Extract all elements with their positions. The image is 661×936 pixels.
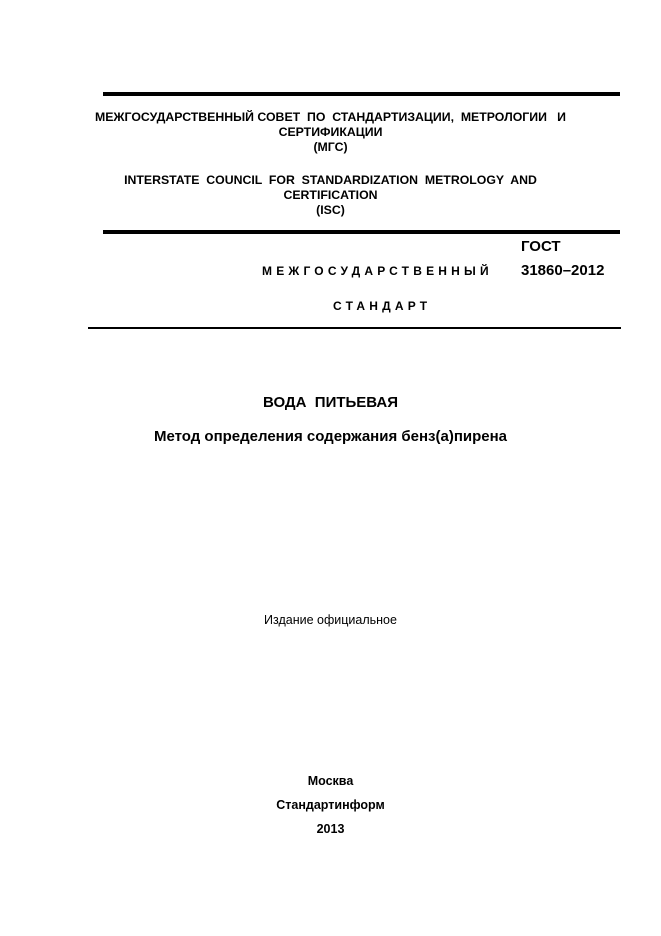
bottom-rule bbox=[88, 327, 621, 329]
middle-rule bbox=[103, 230, 620, 234]
document-subtitle: Метод определения содержания бенз(а)пирена bbox=[153, 428, 508, 445]
council-ru-abbr: (МГС) bbox=[313, 140, 348, 154]
council-en-abbr: (ISC) bbox=[316, 203, 345, 217]
standard-word-standard: СТАНДАРТ bbox=[333, 299, 432, 313]
imprint-year: 2013 bbox=[316, 822, 345, 836]
council-en-line2: CERTIFICATION bbox=[283, 188, 378, 202]
council-en bbox=[0, 173, 661, 218]
council-en-line1: INTERSTATE COUNCIL FOR STANDARDIZATION METROLOGY AND bbox=[124, 173, 537, 187]
top-rule bbox=[103, 92, 620, 96]
imprint-city: Москва bbox=[307, 774, 354, 788]
standard-word-interstate: МЕЖГОСУДАРСТВЕННЫЙ bbox=[262, 264, 493, 278]
gost-number: 31860–2012 bbox=[521, 262, 605, 279]
council-ru bbox=[0, 110, 661, 155]
edition-note: Издание официальное bbox=[264, 613, 397, 627]
gost-label: ГОСТ bbox=[521, 238, 561, 255]
imprint-publisher: Стандартинформ bbox=[276, 798, 385, 812]
document-title: ВОДА ПИТЬЕВАЯ bbox=[263, 394, 398, 411]
council-ru-line1: МЕЖГОСУДАРСТВЕННЫЙ СОВЕТ ПО СТАНДАРТИЗАЦИИ, МЕТРОЛОГИИ И bbox=[94, 110, 566, 124]
council-ru-line2: СЕРТИФИКАЦИИ bbox=[278, 125, 383, 139]
